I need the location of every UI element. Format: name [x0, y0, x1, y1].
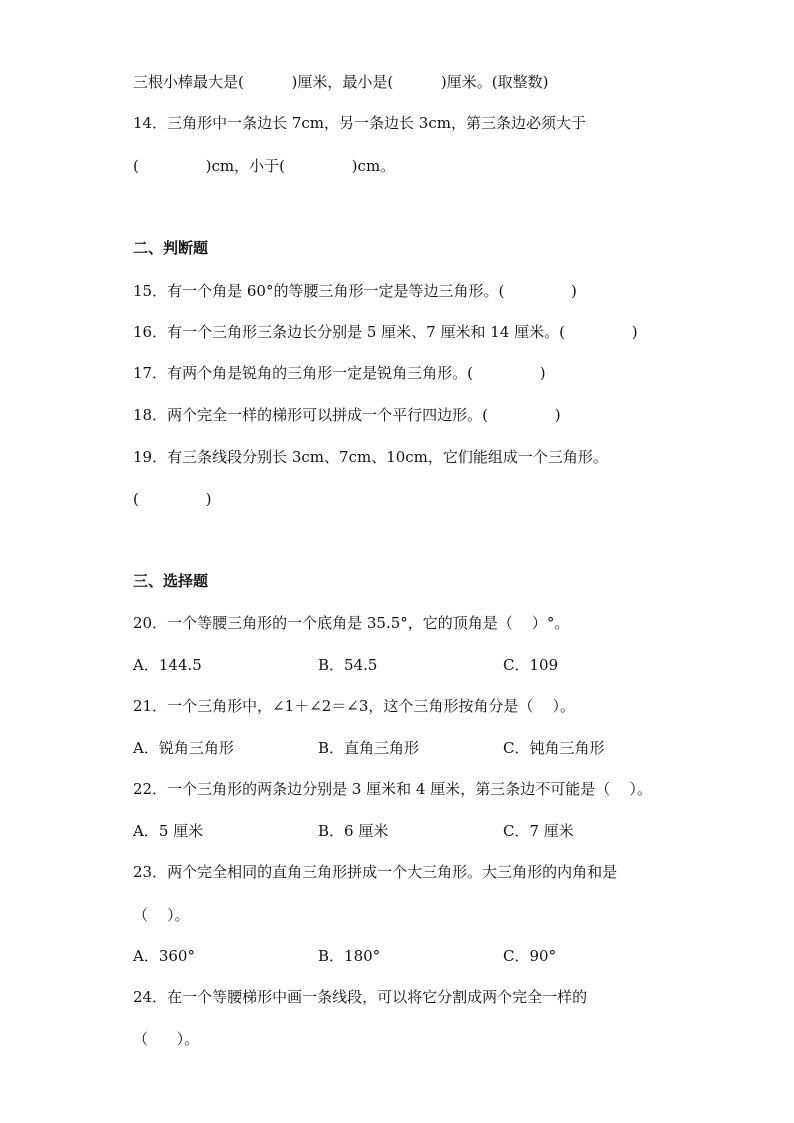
q20-option-a: A．144.5 [133, 656, 202, 674]
question-18: 18．两个完全一样的梯形可以拼成一个平行四边形。( ) [133, 406, 561, 424]
question-24-blank: （ ）。 [133, 1030, 200, 1048]
question-15: 15．有一个角是 60°的等腰三角形一定是等边三角形。( ) [133, 282, 577, 300]
question-17: 17．有两个角是锐角的三角形一定是锐角三角形。( ) [133, 364, 546, 382]
question-19-blank: ( ) [133, 490, 212, 508]
section-heading-judge: 二、判断题 [133, 239, 209, 257]
question-19: 19．有三条线段分别长 3cm、7cm、10cm，它们能组成一个三角形。 [133, 448, 608, 466]
q20-option-c: C．109 [503, 656, 559, 674]
question-16: 16．有一个三角形三条边长分别是 5 厘米、7 厘米和 14 厘米。( ) [133, 323, 638, 341]
q22-option-b: B．6 厘米 [318, 822, 389, 840]
question-20: 20．一个等腰三角形的一个底角是 35.5°，它的顶角是（ ）°。 [133, 614, 570, 632]
question-14: 14．三角形中一条边长 7cm，另一条边长 3cm，第三条边必须大于 [133, 114, 586, 132]
question-14-blanks: ( )cm，小于( )cm。 [133, 157, 396, 175]
q22-option-c: C．7 厘米 [503, 822, 574, 840]
q21-option-a: A．锐角三角形 [133, 739, 234, 757]
q21-option-c: C．钝角三角形 [503, 739, 605, 757]
question-23: 23．两个完全相同的直角三角形拼成一个大三角形。大三角形的内角和是 [133, 863, 618, 881]
q21-option-b: B．直角三角形 [318, 739, 420, 757]
q13-continuation: 三根小棒最大是( )厘米，最小是( )厘米。(取整数) [133, 73, 549, 91]
question-21: 21．一个三角形中，∠1＋∠2＝∠3，这个三角形按角分是（ ）。 [133, 697, 575, 715]
q23-option-a: A．360° [133, 947, 195, 965]
question-24: 24．在一个等腰梯形中画一条线段，可以将它分割成两个完全一样的 [133, 988, 588, 1006]
q23-option-b: B．180° [318, 947, 381, 965]
q20-option-b: B．54.5 [318, 656, 378, 674]
section-heading-choice: 三、选择题 [133, 572, 209, 590]
q23-option-c: C．90° [503, 947, 557, 965]
q22-option-a: A．5 厘米 [133, 822, 204, 840]
question-23-blank: （ ）。 [133, 906, 190, 924]
question-22: 22．一个三角形的两条边分别是 3 厘米和 4 厘米，第三条边不可能是（ ）。 [133, 780, 652, 798]
